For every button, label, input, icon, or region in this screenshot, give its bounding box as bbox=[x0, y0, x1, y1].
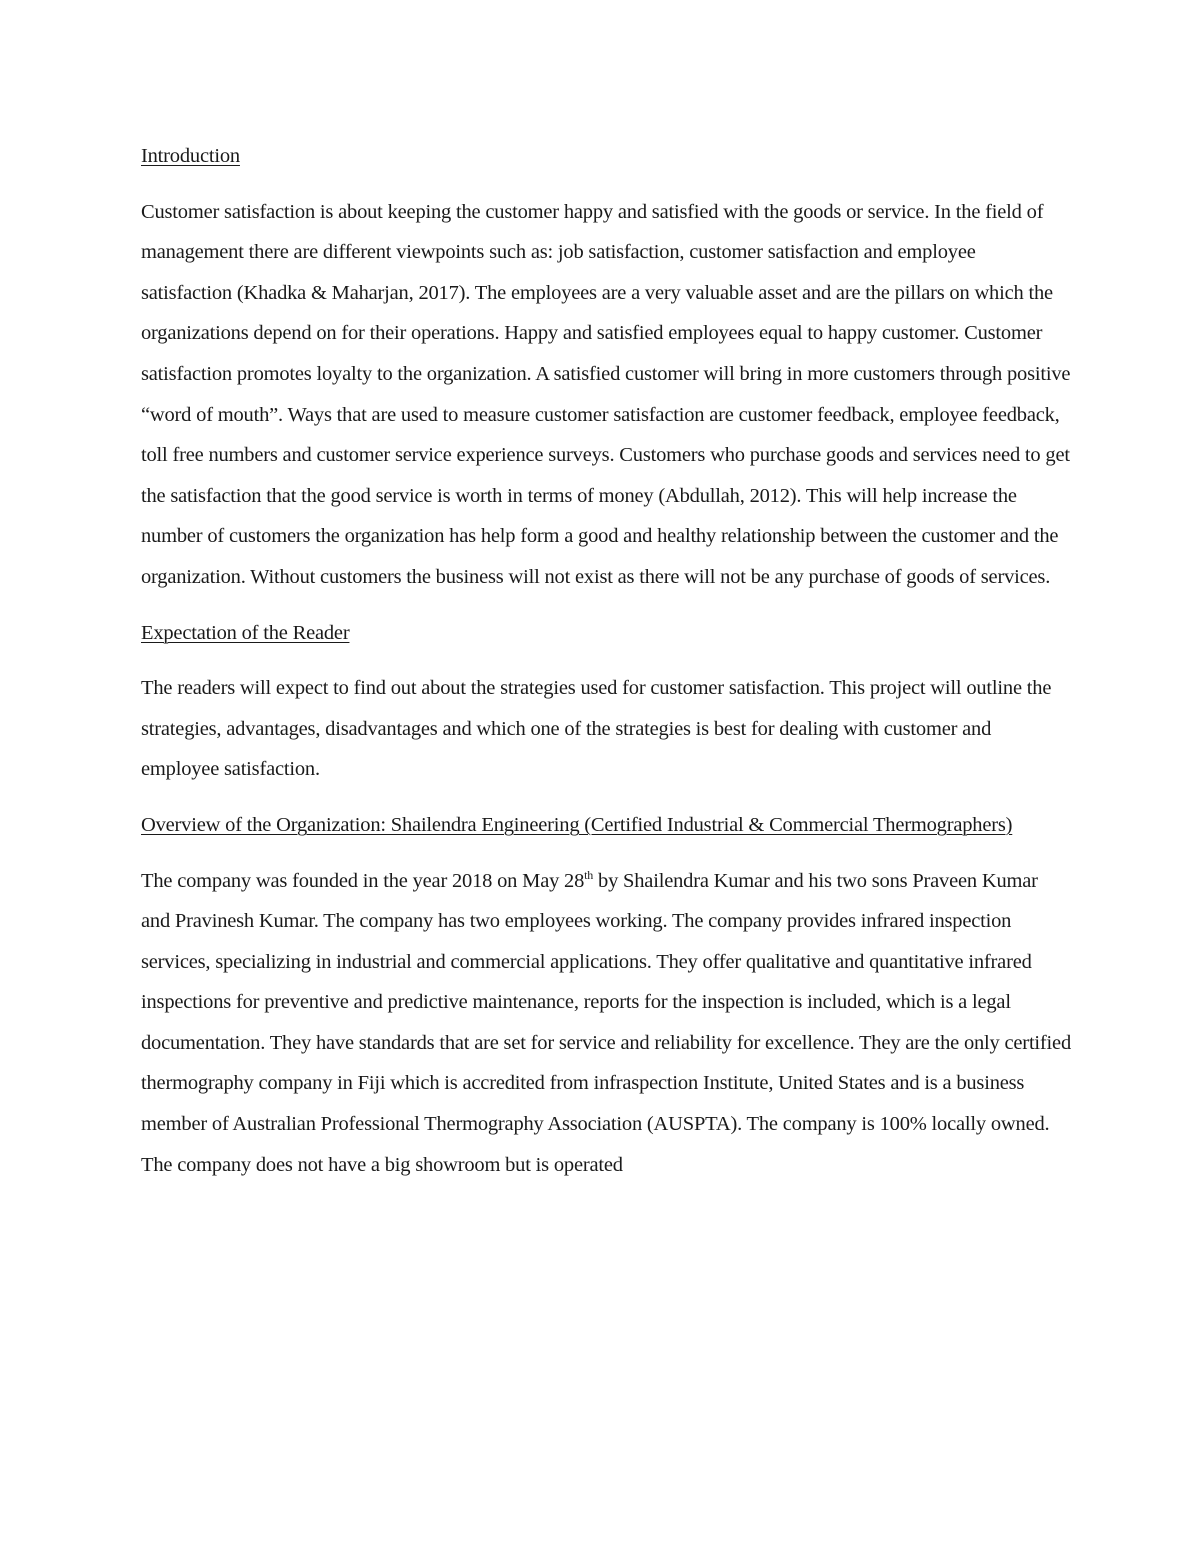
section-heading-overview: Overview of the Organization: Shailendra Engineering (Certified Industrial & Commercial Thermographers) bbox=[141, 813, 1013, 836]
overview-text-start: The company was founded in the year 2018 on May 28 bbox=[141, 869, 585, 892]
section-heading-introduction: Introduction bbox=[141, 145, 240, 167]
overview-text-rest: by Shailendra Kumar and his two sons Praveen Kumar and Pravinesh Kumar. The company has two employees working. The company provides infrared inspection services, specializing in industrial and commercial applications. They offer qualitative and quantitative infrared inspections for preventive and predictive maintenance, reports for the inspection is included, which is a legal documentation. They have standards that are set for service and reliability for excellence. They are the only certified thermography company in Fiji which is accredited from infraspection Institute, United States and is a business member of Australian Professional Thermography Association (AUSPTA). The company is 100% locally owned. The company does not have a big showroom but is operated bbox=[141, 869, 1072, 1176]
section-paragraph-overview bbox=[141, 861, 1071, 1186]
section-heading-expectation: Expectation of the Reader bbox=[141, 621, 350, 644]
section-paragraph-expectation: The readers will expect to find out about the strategies used for customer satisfaction. This project will outline the strategies, advantages, disadvantages and which one of the strategies is best for dealing with customer and employee satisfaction. bbox=[141, 677, 1052, 781]
section-paragraph-introduction: Customer satisfaction is about keeping the customer happy and satisfied with the goods or service. In the field of management there are different viewpoints such as: job satisfaction, customer satisfaction and employee satisfaction (Khadka & Maharjan, 2017). The employees are a very valuable asset and are the pillars on which the organizations depend on for their operations. Happy and satisfied employees equal to happy customer. Customer satisfaction promotes loyalty to the organization. A satisfied customer will bring in more customers through positive “word of mouth”. Ways that are used to measure customer satisfaction are customer feedback, employee feedback, toll free numbers and customer service experience surveys. Customers who purchase goods and services need to get the satisfaction that the good service is worth in terms of money (Abdullah, 2012). This will help increase the number of customers the organization has help form a good and healthy relationship between the customer and the organization. Without customers the business will not exist as there will not be any purchase of goods of services. bbox=[141, 200, 1071, 588]
document-body bbox=[141, 136, 1071, 1200]
ordinal-suffix: th bbox=[584, 867, 594, 882]
